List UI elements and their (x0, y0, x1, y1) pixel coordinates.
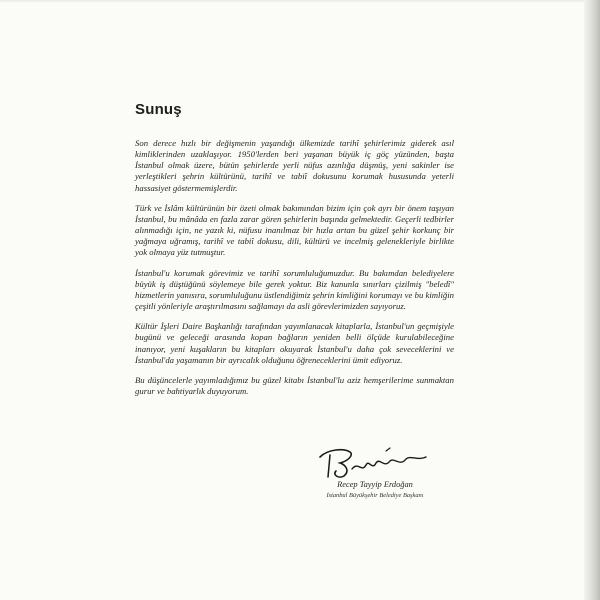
paragraph: İstanbul'u korumak görevimiz ve tarihî sorumluluğumuzdur. Bu bakımdan belediyelere büyük iş düştüğünü söylemeye bile gerek yoktur. Biz kanunla sınırları çizilmiş "beledî" hizmetlerin yanısıra, sorumluluğunu üstlendiğimiz şehrin kimliğini korumayı ve bu kimliğin çeşitli yönleriyle araştırılmasını sağlamayı da asli görevlerimizden sayıyoruz. (135, 267, 454, 312)
paragraph: Bu düşüncelerle yayımladığımız bu güzel kitabı İstanbul'lu aziz hemşerilerime sunmaktan gurur ve bahtiyarlık duyuyorum. (135, 374, 454, 396)
book-spine-shadow (584, 0, 600, 600)
paragraph: Son derece hızlı bir değişmenin yaşandığı ülkemizde tarihî şehirlerimiz giderek asıl kimliklerinden uzaklaşıyor. 1950'lerden beri yaşanan büyük iç göç yüzünden, başta İstanbul olmak üzere, bütün şehirlerde yerli nüfus azınlığa düşmüş, yeni sakinler ise yerleştikleri şehrin kültürünü, tarihî ve tabiî dokusunu korumak hususunda yeterli hassasiyet göstermemişlerdir. (135, 138, 454, 193)
page-title: Sunuş (135, 101, 182, 118)
paragraph: Türk ve İslâm kültürünün bir özeti olmak bakımından bizim için çok ayrı bir önem taşıyan İstanbul, bu mânâda en fazla zarar gören şehirlerin başında gelmektedir. Geçerli tedbirler alınmadığı için, ne yazık ki, nüfusu inanılmaz bir hızla artan bu güzel şehir korkunç bir yağmaya uğramış, tarihî ve tabiî dokusu, dili, kültürü ve incelmiş gelenekleriyle birlikte yok olmaya yüz tutmuştur. (135, 202, 454, 258)
page-top-edge (0, 0, 600, 3)
handwritten-signature (314, 443, 434, 483)
signer-title: İstanbul Büyükşehir Belediye Başkanı (326, 492, 424, 499)
paragraph: Kültür İşleri Daire Başkanlığı tarafından yayımlanacak kitaplarla, İstanbul'un geçmişiyle bugünü ve geleceği arasında kopan bağların yeniden belli ölçüde kurulabileceğine inanıyor, yeni kuşakların bu kitapları okuyarak İstanbul'u daha çok seveceklerini ve İstanbul'da yaşamanın bir ayrıcalık olduğunu öğreneceklerini ümit ediyoruz. (135, 321, 454, 365)
signer-name: Recep Tayyip Erdoğan (337, 480, 413, 489)
body-text (135, 138, 454, 406)
